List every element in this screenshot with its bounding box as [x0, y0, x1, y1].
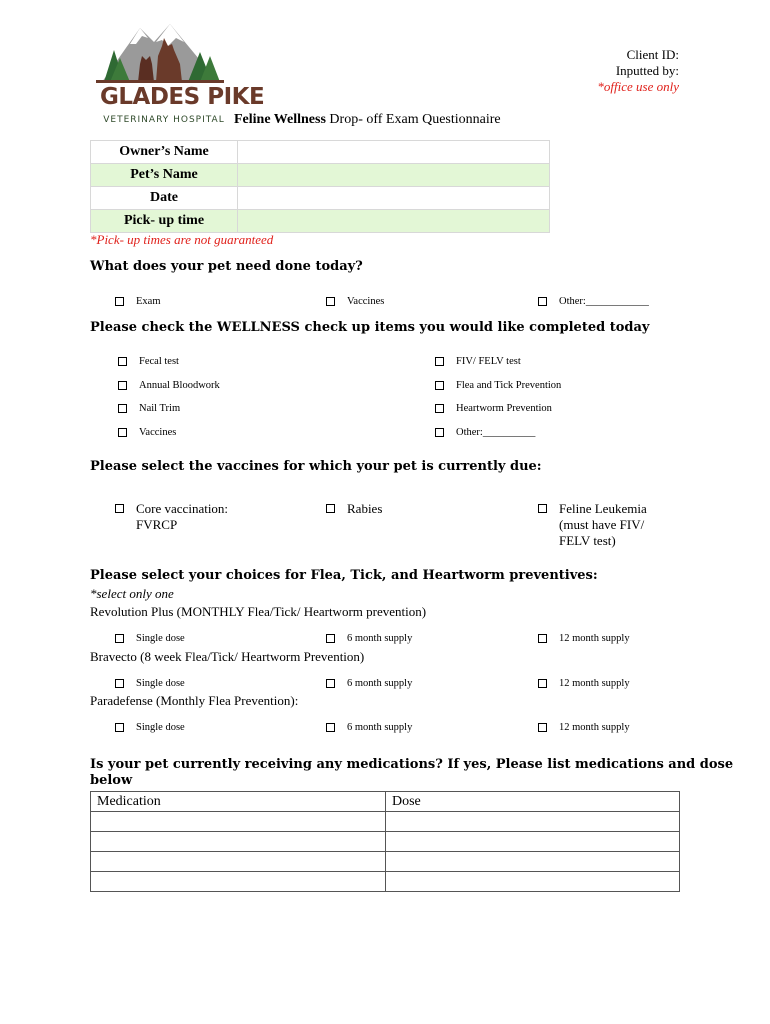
checkbox-label: Fecal test — [139, 356, 179, 367]
checkbox-box[interactable] — [118, 428, 127, 437]
pickup-time-field[interactable] — [238, 210, 550, 233]
bravecto-single-dose-checkbox[interactable] — [115, 678, 185, 689]
checkbox-label: 6 month supply — [347, 678, 413, 689]
checkbox-box[interactable] — [118, 404, 127, 413]
checkbox-box[interactable] — [538, 679, 547, 688]
bravecto-6-month-checkbox[interactable] — [326, 678, 412, 689]
bravecto-12-month-checkbox[interactable] — [538, 678, 630, 689]
checkbox-box[interactable] — [118, 357, 127, 366]
q4-question: Please select your choices for Flea, Tick, and Heartworm preventives: — [90, 568, 598, 583]
checkbox-label: Single dose — [136, 678, 185, 689]
fiv-felv-checkbox[interactable] — [435, 356, 521, 367]
dose-cell[interactable] — [386, 852, 680, 872]
title-bold: Feline Wellness — [234, 112, 326, 127]
feline-leukemia-checkbox[interactable] — [538, 501, 659, 549]
checkbox-label: Heartworm Prevention — [456, 403, 552, 414]
checkbox-label: Core vaccination: FVRCP — [136, 501, 229, 532]
revolution-plus-label: Revolution Plus (MONTHLY Flea/Tick/ Heartworm prevention) — [90, 604, 427, 619]
checkbox-box[interactable] — [326, 723, 335, 732]
checkbox-label: FIV/ FELV test — [456, 356, 521, 367]
office-use-note: *office use only — [597, 79, 679, 94]
checkbox-label: 12 month supply — [559, 722, 630, 733]
date-label: Date — [91, 187, 238, 210]
info-row — [91, 164, 550, 187]
owner-name-label: Owner’s Name — [91, 141, 238, 164]
flea-tick-checkbox[interactable] — [435, 380, 561, 391]
heartworm-checkbox[interactable] — [435, 403, 552, 414]
core-vaccination-checkbox[interactable] — [115, 501, 246, 533]
revolution-single-dose-checkbox[interactable] — [115, 633, 185, 644]
checkbox-box[interactable] — [538, 297, 547, 306]
checkbox-label: 6 month supply — [347, 722, 413, 733]
fecal-test-checkbox[interactable] — [118, 356, 179, 367]
medication-cell[interactable] — [91, 872, 386, 892]
other-checkbox[interactable] — [538, 296, 649, 307]
checkbox-box[interactable] — [538, 723, 547, 732]
paradefense-6-month-checkbox[interactable] — [326, 722, 412, 733]
checkbox-box[interactable] — [326, 504, 335, 513]
date-field[interactable] — [238, 187, 550, 210]
checkbox-box[interactable] — [326, 679, 335, 688]
checkbox-box[interactable] — [115, 297, 124, 306]
logo-subtitle: VETERINARY HOSPITAL — [103, 115, 225, 125]
checkbox-box[interactable] — [435, 404, 444, 413]
medication-cell[interactable] — [91, 812, 386, 832]
checkbox-label: 6 month supply — [347, 633, 413, 644]
exam-checkbox[interactable] — [115, 296, 161, 307]
pickup-time-label: Pick- up time — [91, 210, 238, 233]
medications-table — [90, 791, 680, 892]
checkbox-box[interactable] — [115, 679, 124, 688]
table-row — [91, 852, 680, 872]
dose-cell[interactable] — [386, 832, 680, 852]
checkbox-label: Nail Trim — [139, 403, 181, 414]
q3-question: Please select the vaccines for which your pet is currently due: — [90, 459, 542, 474]
checkbox-label: Vaccines — [347, 296, 385, 307]
table-row — [91, 872, 680, 892]
checkbox-box[interactable] — [115, 634, 124, 643]
q1-question: What does your pet need done today? — [90, 259, 363, 274]
dose-header: Dose — [386, 792, 680, 812]
bloodwork-checkbox[interactable] — [118, 380, 220, 391]
paradefense-12-month-checkbox[interactable] — [538, 722, 630, 733]
info-row — [91, 141, 550, 164]
checkbox-label: 12 month supply — [559, 633, 630, 644]
checkbox-box[interactable] — [326, 634, 335, 643]
page-title — [234, 112, 501, 128]
select-one-note: *select only one — [90, 586, 174, 601]
checkbox-label: 12 month supply — [559, 678, 630, 689]
checkbox-box[interactable] — [435, 428, 444, 437]
hospital-logo — [96, 20, 265, 130]
checkbox-box[interactable] — [118, 381, 127, 390]
checkbox-label: Feline Leukemia (must have FIV/ FELV test) — [559, 501, 647, 548]
info-row — [91, 187, 550, 210]
owner-name-field[interactable] — [238, 141, 550, 164]
wellness-other-checkbox[interactable] — [435, 427, 535, 438]
pet-name-field[interactable] — [238, 164, 550, 187]
rabies-checkbox[interactable] — [326, 501, 382, 517]
q5-question-line1: Is your pet currently receiving any medications? If yes, Please list medications and dose — [90, 757, 734, 772]
dose-cell[interactable] — [386, 812, 680, 832]
wellness-vaccines-checkbox[interactable] — [118, 427, 176, 438]
title-rest: Drop- off Exam Questionnaire — [325, 112, 501, 127]
checkbox-label: Other:__________ — [456, 427, 536, 438]
q2-question: Please check the WELLNESS check up items you would like completed today — [90, 320, 650, 335]
paradefense-label: Paradefense (Monthly Flea Prevention): — [90, 693, 299, 708]
q5-question-line2: below — [90, 773, 133, 788]
revolution-12-month-checkbox[interactable] — [538, 633, 630, 644]
table-header-row — [91, 792, 680, 812]
bravecto-label: Bravecto (8 week Flea/Tick/ Heartworm Prevention) — [90, 649, 365, 664]
medication-cell[interactable] — [91, 832, 386, 852]
checkbox-box[interactable] — [115, 504, 124, 513]
revolution-6-month-checkbox[interactable] — [326, 633, 412, 644]
table-row — [91, 832, 680, 852]
checkbox-label: Exam — [136, 296, 161, 307]
checkbox-label: Single dose — [136, 633, 185, 644]
logo-mountain-icon — [96, 20, 224, 90]
checkbox-box[interactable] — [435, 357, 444, 366]
checkbox-box[interactable] — [115, 723, 124, 732]
checkbox-box[interactable] — [326, 297, 335, 306]
checkbox-box[interactable] — [435, 381, 444, 390]
checkbox-label: Single dose — [136, 722, 185, 733]
checkbox-box[interactable] — [538, 504, 547, 513]
pet-name-label: Pet’s Name — [91, 164, 238, 187]
medication-header: Medication — [91, 792, 386, 812]
pet-info-table — [90, 140, 550, 233]
pickup-note: *Pick- up times are not guaranteed — [90, 232, 274, 247]
dose-cell[interactable] — [386, 872, 680, 892]
client-id-label: Client ID: — [626, 47, 679, 62]
checkbox-box[interactable] — [538, 634, 547, 643]
checkbox-label: Vaccines — [139, 427, 177, 438]
nail-trim-checkbox[interactable] — [118, 403, 180, 414]
table-row — [91, 812, 680, 832]
paradefense-single-dose-checkbox[interactable] — [115, 722, 185, 733]
inputted-by-label: Inputted by: — [615, 63, 679, 78]
logo-name: GLADES PIKE — [100, 84, 265, 110]
medication-cell[interactable] — [91, 852, 386, 872]
checkbox-label: Rabies — [347, 501, 383, 516]
checkbox-label: Other:____________ — [559, 296, 649, 307]
checkbox-label: Flea and Tick Prevention — [456, 380, 562, 391]
vaccines-checkbox[interactable] — [326, 296, 384, 307]
checkbox-label: Annual Bloodwork — [139, 380, 220, 391]
info-row — [91, 210, 550, 233]
